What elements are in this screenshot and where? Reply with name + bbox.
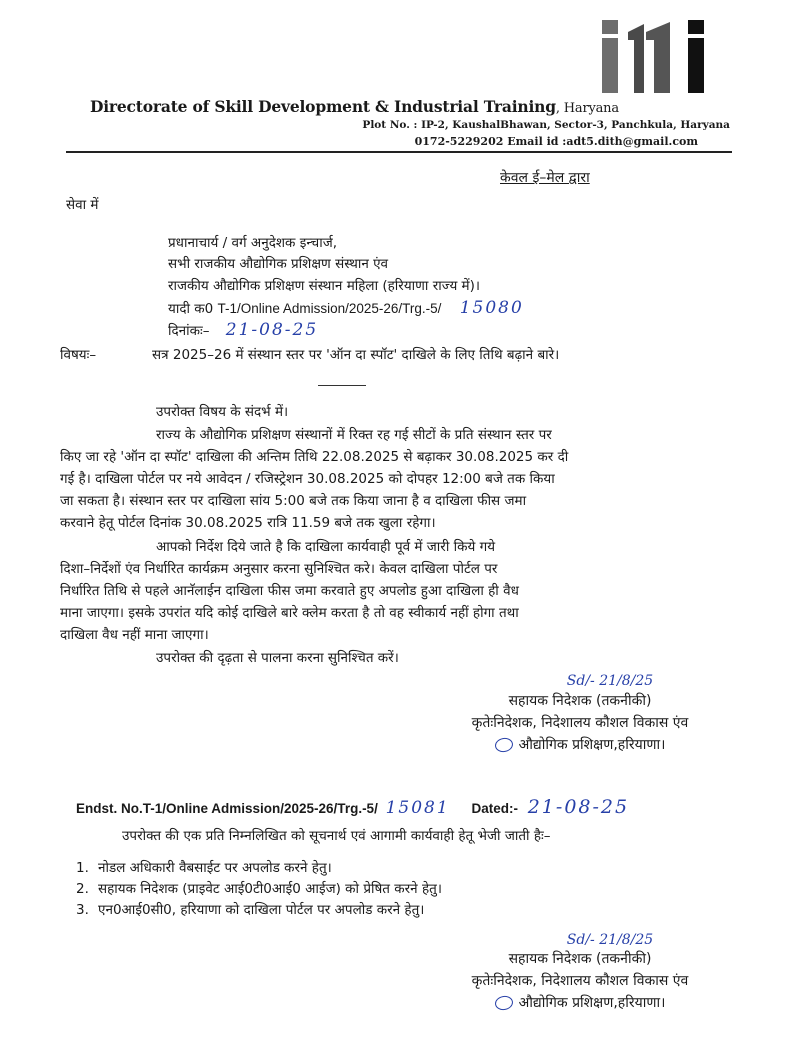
paragraph-2-line: निर्धारित तिथि से पहले आनॅलाईन दाखिला फीस जमा करवाते हुए अपलोड हुआ दाखिला ही वैध bbox=[60, 583, 519, 599]
signature-block-1 bbox=[420, 672, 740, 756]
header-divider bbox=[66, 151, 732, 153]
memo-date-handwritten: 21-08-25 bbox=[225, 320, 319, 340]
signatory-department-row bbox=[420, 734, 740, 756]
delivery-note: केवल ई–मेल द्वारा bbox=[500, 170, 590, 186]
initial-stamp-icon bbox=[494, 995, 514, 1012]
paragraph-2 bbox=[60, 536, 732, 646]
memo-reference bbox=[168, 298, 524, 318]
endorsement-dated-label: Dated:- bbox=[471, 801, 518, 816]
subject-label: विषयः– bbox=[60, 347, 97, 363]
memo-ref-number: T-1/Online Admission/2025-26/Trg.-5/ bbox=[217, 301, 442, 316]
signature-scribble: Sd/- 21/8/25 bbox=[566, 932, 654, 948]
signatory-on-behalf: कृतेःनिदेशक, निदेशालय कौशल विकास एंव bbox=[471, 973, 689, 989]
list-item-number: 3. bbox=[76, 902, 89, 918]
memo-ref-label: यादी क0 bbox=[168, 301, 214, 317]
signatory-on-behalf: कृतेःनिदेशक, निदेशालय कौशल विकास एंव bbox=[471, 715, 689, 731]
reference-line: उपरोक्त विषय के संदर्भ में। bbox=[156, 404, 289, 420]
list-item bbox=[76, 900, 442, 921]
list-item bbox=[76, 858, 442, 879]
logo-i1-stem bbox=[602, 38, 618, 93]
endorsement-number-handwritten: 15081 bbox=[385, 798, 450, 818]
closing-line: उपरोक्त की दृढ़ता से पालना करना सुनिश्चित करें। bbox=[156, 650, 399, 666]
signatory-designation: सहायक निदेशक (तकनीकी) bbox=[508, 951, 652, 967]
paragraph-1-line: गई है। दाखिला पोर्टल पर नये आवेदन / रजिस्ट्रेशन 30.08.2025 को दोपहर 12:00 बजे तक किया bbox=[60, 471, 555, 487]
organization-address: Plot No. : IP-2, KaushalBhawan, Sector-3, Panchkula, Haryana bbox=[362, 119, 730, 131]
signatory-department: औद्योगिक प्रशिक्षण,हरियाणा। bbox=[518, 995, 666, 1011]
paragraph-2-line: दाखिला वैध नहीं माना जाएगा। bbox=[60, 627, 209, 643]
logo-i2-stem bbox=[688, 38, 704, 93]
list-item-number: 2. bbox=[76, 881, 89, 897]
organization-contact bbox=[415, 135, 698, 148]
paragraph-2-line: आपको निर्देश दिये जाते है कि दाखिला कार्यवाही पूर्व में जारी किये गये bbox=[156, 539, 496, 555]
initial-stamp-icon bbox=[494, 737, 514, 754]
email-label: Email id : bbox=[507, 135, 567, 148]
paragraph-1-line: राज्य के औद्योगिक प्रशिक्षण संस्थानों में रिक्त रह गई सीटों के प्रति संस्थान स्तर पर bbox=[156, 427, 552, 443]
logo-i2-dot bbox=[688, 20, 704, 34]
organization-name bbox=[90, 97, 619, 116]
distribution-list bbox=[76, 858, 442, 921]
salutation: सेवा में bbox=[66, 197, 99, 213]
signatory-department: औद्योगिक प्रशिक्षण,हरियाणा। bbox=[518, 737, 666, 753]
list-item-text: सहायक निदेशक (प्राइवेट आई0टी0आई0 आईज) को प्रेषित करने हेतु। bbox=[98, 881, 442, 897]
organization-state: , Haryana bbox=[555, 101, 619, 116]
memo-date-label: दिनांकः– bbox=[168, 323, 210, 339]
iti-logo bbox=[600, 18, 730, 93]
paragraph-1 bbox=[60, 424, 732, 534]
list-item-text: एन0आई0सी0, हरियाणा को दाखिला पोर्टल पर अपलोड करने हेतु। bbox=[98, 902, 425, 918]
memo-ref-handwritten: 15080 bbox=[459, 298, 524, 318]
logo-i1-dot bbox=[602, 20, 618, 34]
paragraph-1-line: करवाने हेतू पोर्टल दिनांक 30.08.2025 रात्रि 11.59 बजे तक खुला रहेगा। bbox=[60, 515, 436, 531]
recipient-line: सभी राजकीय औद्योगिक प्रशिक्षण संस्थान एंव bbox=[168, 256, 389, 272]
signatory-department-row bbox=[420, 992, 740, 1014]
paragraph-1-line: किए जा रहे 'ऑन दा स्पॉट' दाखिला की अन्तिम तिथि 22.08.2025 से बढ़ाकर 30.08.2025 कर दी bbox=[60, 449, 569, 465]
paragraph-2-line: माना जाएगा। इसके उपरांत यदि कोई दाखिले बारे क्लेम करता है तो वह स्वीकार्य नहीं होगा तथा bbox=[60, 605, 519, 621]
list-item-number: 1. bbox=[76, 860, 89, 876]
memo-date bbox=[168, 320, 318, 340]
logo-t1 bbox=[628, 24, 644, 93]
organization-title: Directorate of Skill Development & Industrial Training bbox=[90, 97, 556, 116]
list-item-text: नोडल अधिकारी वैबसाईट पर अपलोड करने हेतु। bbox=[98, 860, 332, 876]
logo-t2 bbox=[646, 22, 670, 93]
endorsement-date-handwritten: 21-08-25 bbox=[527, 796, 630, 818]
list-item bbox=[76, 879, 442, 900]
endorsement-intro: उपरोक्त की एक प्रति निम्नलिखित को सूचनार्थ एवं आगामी कार्यवाही हेतू भेजी जाती हैः– bbox=[122, 828, 551, 844]
email-address[interactable]: adt5.dith@gmail.com bbox=[566, 135, 698, 148]
signatory-designation: सहायक निदेशक (तकनीकी) bbox=[508, 693, 652, 709]
endorsement-label: Endst. No.T-1/Online Admission/2025-26/Trg.-5/ bbox=[76, 801, 378, 816]
recipient-line: प्रधानाचार्य / वर्ग अनुदेशक इन्चार्ज, bbox=[168, 235, 338, 251]
subject-separator bbox=[318, 385, 366, 386]
signature-block-2 bbox=[420, 932, 740, 1014]
endorsement-line bbox=[76, 796, 629, 818]
signature-scribble: Sd/- 21/8/25 bbox=[566, 673, 654, 689]
paragraph-1-line: जा सकता है। संस्थान स्तर पर दाखिला सांय 5:00 बजे तक किया जाना है व दाखिला फीस जमा bbox=[60, 493, 527, 509]
phone-number: 0172-5229202 bbox=[414, 135, 504, 148]
subject-text: सत्र 2025–26 में संस्थान स्तर पर 'ऑन दा स्पॉट' दाखिले के लिए तिथि बढ़ाने बारे। bbox=[152, 347, 560, 363]
paragraph-2-line: दिशा–निर्देशों एंव निर्धारित कार्यक्रम अनुसार करना सुनिश्चित करे। केवल दाखिला पोर्टल पर bbox=[60, 561, 498, 577]
recipient-line: राजकीय औद्योगिक प्रशिक्षण संस्थान महिला (हरियाणा राज्य में)। bbox=[168, 278, 481, 294]
